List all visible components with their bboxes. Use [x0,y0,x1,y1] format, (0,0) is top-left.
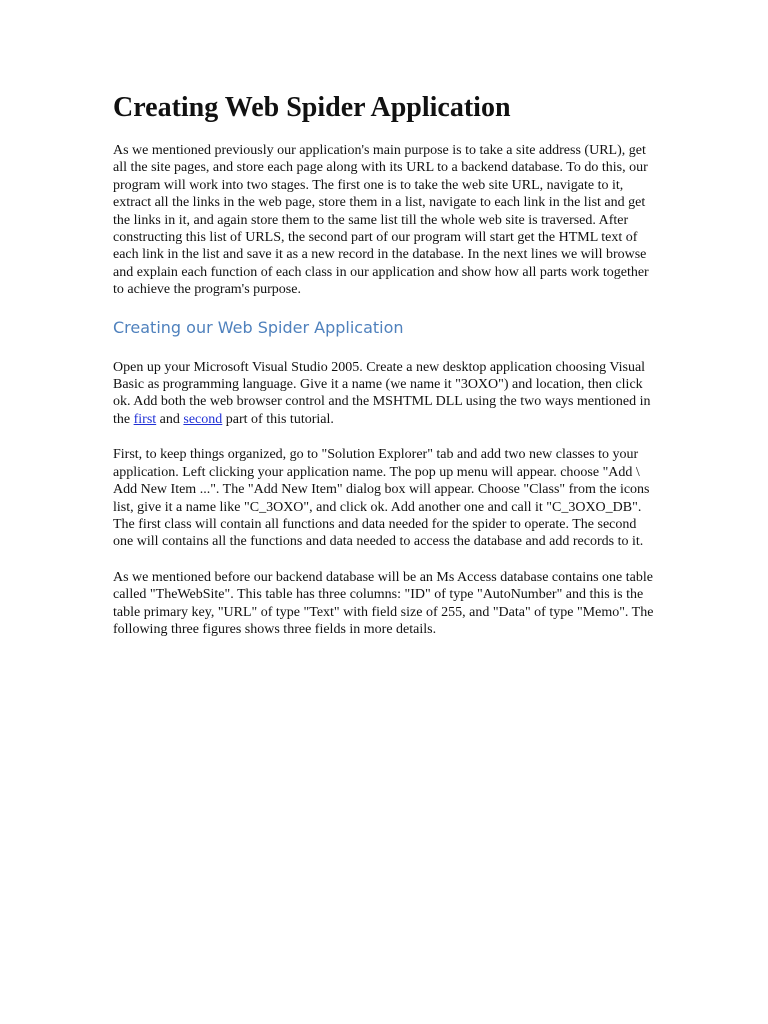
setup-paragraph [113,359,658,429]
setup-text-after: part of this tutorial. [222,411,334,427]
setup-text-before: Open up your Microsoft Visual Studio 2005. Create a new desktop application choosing Visual Basic as programming language. Give it a name (we name it "3OXO") and location, then click ok. Add both the web browser control and the MSHTML DLL using the two ways mentioned in the [113,359,651,427]
classes-paragraph: First, to keep things organized, go to "Solution Explorer" tab and add two new classes to your application. Left clicking your application name. The pop up menu will appear. choose "Add \ Add New Item ...". The "Add New Item" dialog box will appear. Choose "Class" from the icons list, give it a name like "C_3OXO", and click ok. Add another one and call it "C_3OXO_DB". The first class will contain all functions and data needed for the spider to operate. The second one will contains all the functions and data needed to access the database and add records to it. [113,447,650,550]
section-heading: Creating our Web Spider Application [113,317,404,337]
database-paragraph: As we mentioned before our backend database will be an Ms Access database contains one table called "TheWebSite". This table has three columns: "ID" of type "AutoNumber" and this is the table primary key, "URL" of type "Text" with field size of 255, and "Data" of type "Memo". The following three figures shows three fields in more details. [113,569,654,637]
page-title: Creating Web Spider Application [113,92,511,123]
intro-paragraph: As we mentioned previously our application's main purpose is to take a site address (URL), get all the site pages, and store each page along with its URL to a backend database. To do this, our program will work into two stages. The first one is to take the web site URL, navigate to it, extract all the links in the web page, store them in a list, navigate to each link in the list and get the links in it, and again store them to the same list till the whole web site is traversed. After constructing this list of URLS, the second part of our program will start get the HTML text of each link in the list and save it as a new record in the database. In the next lines we will browse and explain each function of each class in our application and show how all parts work together to achieve the program's purpose. [113,143,649,298]
second-part-link[interactable]: second [183,411,223,427]
document-page [113,88,658,656]
first-part-link[interactable]: first [133,411,157,427]
setup-text-between: and [156,411,184,427]
